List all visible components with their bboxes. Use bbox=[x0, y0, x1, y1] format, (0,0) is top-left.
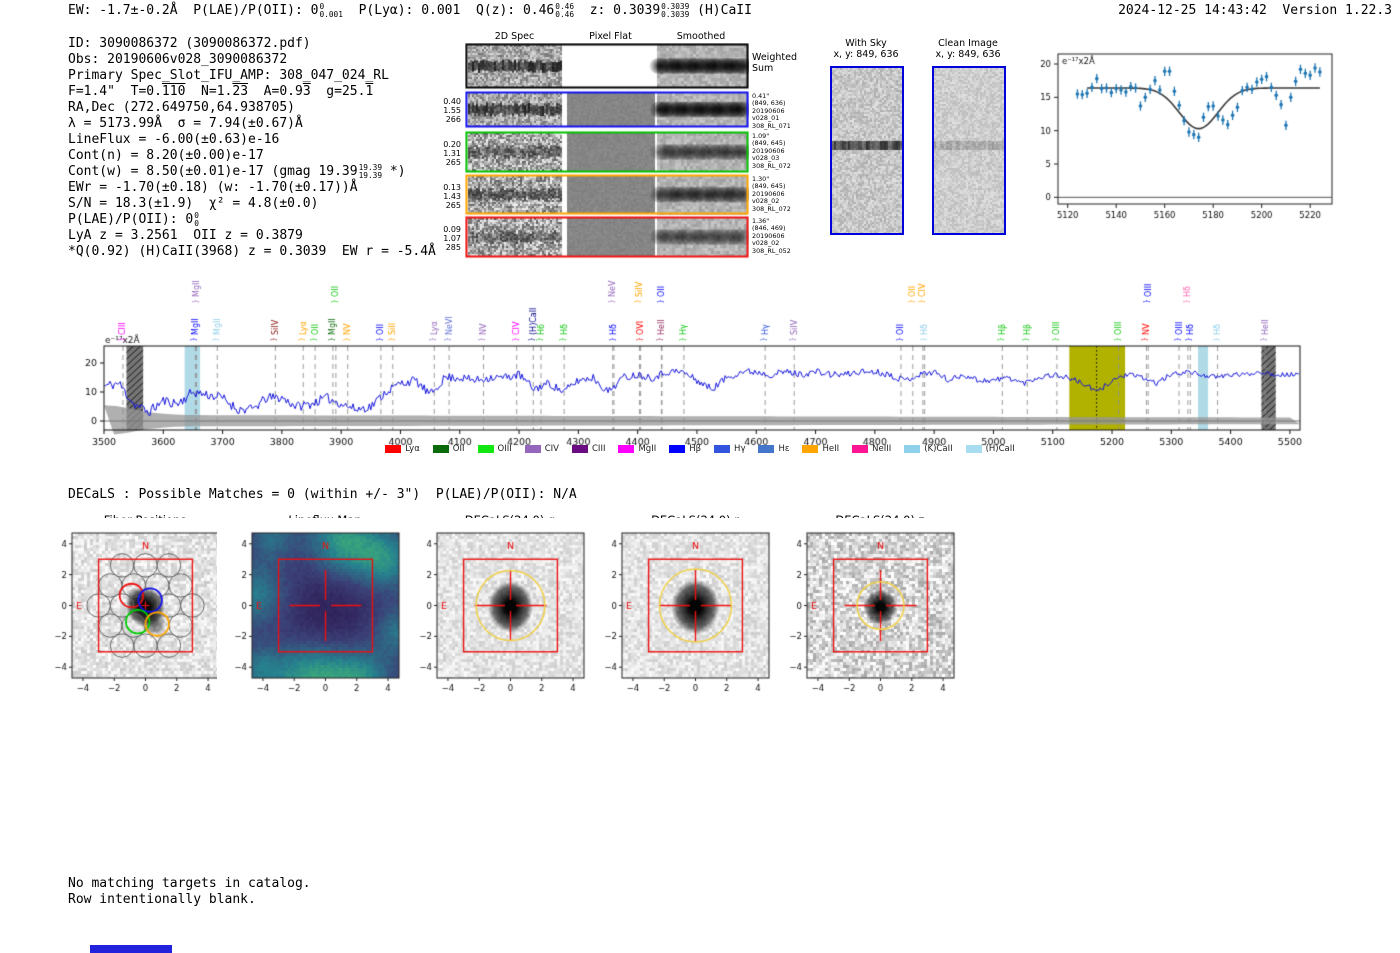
with-sky-title: With Sky x, y: 849, 636 bbox=[833, 38, 899, 60]
info-line: λ = 5173.99Å σ = 7.94(±0.67)Å bbox=[68, 116, 303, 131]
info-line: F=1.4" T=0.110 N=1.23 A=0.93 g=25.1 bbox=[68, 84, 374, 99]
legend-label: (K)CaII bbox=[924, 444, 953, 454]
legend-swatch bbox=[669, 445, 685, 453]
legend-label: MgII bbox=[638, 444, 657, 454]
legend-label: Lyα bbox=[405, 444, 420, 454]
spec2d-row-right-label: 1.30" (849, 645) 20190606 v028_02 308_RL_072 bbox=[752, 175, 791, 213]
legend-swatch bbox=[385, 445, 401, 453]
legend-item bbox=[852, 444, 891, 454]
legend-label: OIII bbox=[497, 444, 512, 454]
legend-label: Hε bbox=[778, 444, 790, 454]
legend-label: OII bbox=[452, 444, 465, 454]
info-line: Cont(w) = 8.50(±0.01)e-17 (gmag 19.39 19.39 19.39 *) bbox=[68, 163, 406, 181]
main-spectrum-plot bbox=[60, 262, 1345, 472]
decals-z-plot bbox=[772, 518, 967, 718]
spec2d-col-title: Pixel Flat bbox=[589, 31, 632, 42]
info-block bbox=[68, 36, 436, 260]
legend-item bbox=[618, 444, 656, 454]
spectrum-legend bbox=[300, 444, 1100, 454]
legend-swatch bbox=[904, 445, 920, 453]
legend-swatch bbox=[525, 445, 541, 453]
legend-swatch bbox=[714, 445, 730, 453]
legend-item bbox=[758, 444, 789, 454]
legend-swatch bbox=[433, 445, 449, 453]
legend-label: CIII bbox=[592, 444, 606, 454]
legend-item bbox=[802, 444, 839, 454]
spec2d-row-right-label: 0.41" (849, 636) 20190606 v028_01 308_RL_071 bbox=[752, 92, 791, 130]
timestamp-version: 2024-12-25 14:43:42 Version 1.22.3 bbox=[1118, 3, 1392, 18]
legend-label: NeIII bbox=[872, 444, 892, 454]
spec2d-image bbox=[465, 43, 749, 260]
legend-label: Hβ bbox=[689, 444, 702, 454]
spec2d-col-title: 2D Spec bbox=[494, 31, 535, 42]
info-line: ID: 3090086372 (3090086372.pdf) bbox=[68, 36, 311, 51]
info-line: LineFlux = -6.00(±0.63)e-16 bbox=[68, 132, 280, 147]
summary-header: EW: -1.7±-0.2Å P(LAE)/P(OII): 0 0 0.001 P(Lyα): 0.001 Q(z): 0.46 0.46 0.46 z: 0.3039 0.3039 0.3039 (H)CaII bbox=[68, 2, 752, 20]
legend-swatch bbox=[572, 445, 588, 453]
info-line: RA,Dec (272.649750,64.938705) bbox=[68, 100, 295, 115]
fiber-positions-plot bbox=[37, 518, 232, 718]
legend-item bbox=[669, 444, 701, 454]
spec2d-row-right-label: Weighted Sum bbox=[752, 52, 797, 74]
info-line: P(LAE)/P(OII): 0 0 0 bbox=[68, 211, 199, 229]
info-line: LyA z = 3.2561 OII z = 0.3879 bbox=[68, 228, 303, 243]
catalog-match-line: DECaLS : Possible Matches = 0 (within +/- 3") P(LAE)/P(OII): N/A bbox=[68, 487, 577, 502]
footer-line-2: Row intentionally blank. bbox=[68, 892, 256, 907]
legend-swatch bbox=[852, 445, 868, 453]
legend-item bbox=[433, 444, 465, 454]
lineflux-map-plot bbox=[217, 518, 412, 718]
clean-image bbox=[932, 66, 1006, 235]
spec2d-row-left-label: 0.40 1.55 266 bbox=[443, 97, 461, 124]
legend-swatch bbox=[758, 445, 774, 453]
info-line: Obs: 20190606v028_3090086372 bbox=[68, 52, 288, 67]
legend-swatch bbox=[966, 445, 982, 453]
legend-item bbox=[714, 444, 745, 454]
legend-item bbox=[966, 444, 1015, 454]
spec2d-row-right-label: 1.09" (849, 645) 20190606 v028_03 308_RL_072 bbox=[752, 132, 791, 170]
legend-item bbox=[904, 444, 952, 454]
legend-swatch bbox=[618, 445, 634, 453]
legend-swatch bbox=[802, 445, 818, 453]
legend-label: CIV bbox=[544, 444, 559, 454]
legend-item bbox=[385, 444, 420, 454]
legend-label: HeII bbox=[822, 444, 840, 454]
decals-g-plot bbox=[402, 518, 597, 718]
info-line: Primary Spec_Slot_IFU_AMP: 308_047_024_RL bbox=[68, 68, 389, 83]
footer-line-1: No matching targets in catalog. bbox=[68, 876, 311, 891]
legend-item bbox=[572, 444, 605, 454]
legend-item bbox=[525, 444, 559, 454]
spec2d-row-left-label: 0.09 1.07 285 bbox=[443, 225, 461, 252]
legend-label: Hγ bbox=[734, 444, 746, 454]
legend-swatch bbox=[478, 445, 494, 453]
with-sky-image bbox=[830, 66, 904, 235]
bottom-blue-bar bbox=[90, 945, 172, 953]
spec2d-col-title: Smoothed bbox=[676, 31, 726, 42]
spec2d-row-right-label: 1.36" (846, 469) 20190606 v028_02 308_RL_052 bbox=[752, 217, 791, 255]
info-line: EWr = -1.70(±0.18) (w: -1.70(±0.17))Å bbox=[68, 180, 358, 195]
info-line: S/N = 18.3(±1.9) χ² = 4.8(±0.0) bbox=[68, 196, 319, 211]
spec2d-row-left-label: 0.20 1.31 265 bbox=[443, 140, 461, 167]
fit-plot bbox=[1028, 44, 1358, 234]
spec2d-row-left-label: 0.13 1.43 265 bbox=[443, 183, 461, 210]
info-line: Cont(n) = 8.20(±0.00)e-17 bbox=[68, 148, 264, 163]
legend-item bbox=[478, 444, 512, 454]
legend-label: (H)CaII bbox=[985, 444, 1015, 454]
decals-r-plot bbox=[587, 518, 782, 718]
clean-image-title: Clean Image x, y: 849, 636 bbox=[935, 38, 1001, 60]
info-line: *Q(0.92) (H)CaII(3968) z = 0.3039 EW r = -5.4Å bbox=[68, 244, 436, 259]
